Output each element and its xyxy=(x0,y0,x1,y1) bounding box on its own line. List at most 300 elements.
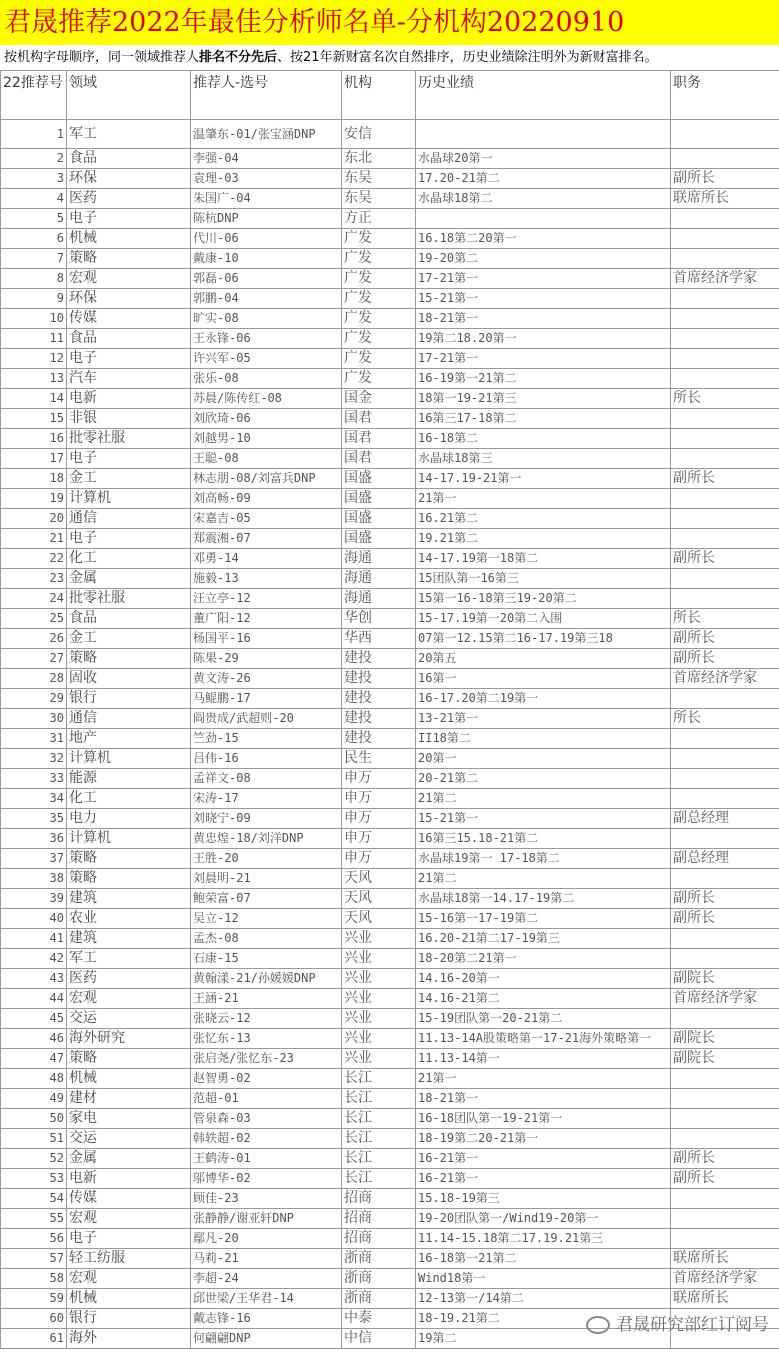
cell-history: 16-17.20第二19第一 xyxy=(416,689,671,709)
table-row xyxy=(1,249,779,269)
cell-title: 所长 xyxy=(671,609,779,629)
cell-recommender: 袁理-03 xyxy=(191,169,342,189)
cell-org: 建投 xyxy=(342,689,416,709)
watermark-text: 君晟研究部红订阅号 xyxy=(616,1315,769,1335)
cell-org: 东吴 xyxy=(342,189,416,209)
cell-id: 35 xyxy=(1,809,67,829)
cell-org: 长江 xyxy=(342,1129,416,1149)
cell-title: 联席所长 xyxy=(671,1249,779,1269)
cell-recommender: 林志朋-08/刘富兵DNP xyxy=(191,469,342,489)
cell-id: 11 xyxy=(1,329,67,349)
cell-field: 化工 xyxy=(67,549,191,569)
cell-title xyxy=(671,409,779,429)
table-row xyxy=(1,1249,779,1269)
header-title: 职务 xyxy=(671,71,779,120)
table-row xyxy=(1,569,779,589)
cell-field: 金属 xyxy=(67,1149,191,1169)
cell-recommender: 邓勇-14 xyxy=(191,549,342,569)
cell-org: 兴业 xyxy=(342,969,416,989)
cell-org: 兴业 xyxy=(342,1029,416,1049)
watermark xyxy=(586,1310,769,1335)
cell-recommender: 张启尧/张忆东-23 xyxy=(191,1049,342,1069)
cell-history xyxy=(416,120,671,149)
cell-history: 15-21第一 xyxy=(416,809,671,829)
cell-recommender: 王永锋-06 xyxy=(191,329,342,349)
cell-title xyxy=(671,1209,779,1229)
cell-history: Wind18第一 xyxy=(416,1269,671,1289)
cell-id: 49 xyxy=(1,1089,67,1109)
wechat-icon xyxy=(586,1316,610,1334)
table-row xyxy=(1,429,779,449)
cell-field: 交运 xyxy=(67,1129,191,1149)
cell-title xyxy=(671,249,779,269)
cell-title xyxy=(671,120,779,149)
cell-org: 招商 xyxy=(342,1209,416,1229)
cell-field: 轻工纺服 xyxy=(67,1249,191,1269)
cell-history: 20-21第二 xyxy=(416,769,671,789)
cell-org: 国君 xyxy=(342,449,416,469)
table-row xyxy=(1,649,779,669)
cell-id: 23 xyxy=(1,569,67,589)
cell-recommender: 孟杰-08 xyxy=(191,929,342,949)
cell-history: 15-21第一 xyxy=(416,289,671,309)
cell-id: 40 xyxy=(1,909,67,929)
cell-field: 电力 xyxy=(67,809,191,829)
cell-field: 能源 xyxy=(67,769,191,789)
table-row xyxy=(1,769,779,789)
table-row xyxy=(1,609,779,629)
cell-title: 副总经理 xyxy=(671,809,779,829)
cell-id: 8 xyxy=(1,269,67,289)
cell-history: 18第一19-21第三 xyxy=(416,389,671,409)
cell-field: 电子 xyxy=(67,349,191,369)
cell-id: 10 xyxy=(1,309,67,329)
table-row xyxy=(1,269,779,289)
cell-id: 41 xyxy=(1,929,67,949)
cell-title xyxy=(671,749,779,769)
cell-title xyxy=(671,569,779,589)
cell-org: 海通 xyxy=(342,549,416,569)
cell-org: 华西 xyxy=(342,629,416,649)
cell-field: 食品 xyxy=(67,149,191,169)
cell-history: 19.21第二 xyxy=(416,529,671,549)
cell-history: 16-21第一 xyxy=(416,1149,671,1169)
cell-title xyxy=(671,1089,779,1109)
cell-org: 浙商 xyxy=(342,1269,416,1289)
cell-history xyxy=(416,209,671,229)
cell-title xyxy=(671,589,779,609)
cell-recommender: 郭鹏-04 xyxy=(191,289,342,309)
cell-title: 副所长 xyxy=(671,889,779,909)
cell-recommender: 汪立亭-12 xyxy=(191,589,342,609)
table-row xyxy=(1,849,779,869)
cell-field: 宏观 xyxy=(67,269,191,289)
cell-recommender: 马鲲鹏-17 xyxy=(191,689,342,709)
cell-org: 中信 xyxy=(342,1329,416,1349)
cell-id: 47 xyxy=(1,1049,67,1069)
cell-history: 20第五 xyxy=(416,649,671,669)
cell-recommender: 施毅-13 xyxy=(191,569,342,589)
cell-id: 9 xyxy=(1,289,67,309)
cell-history: 12-13第一/14第二 xyxy=(416,1289,671,1309)
cell-title xyxy=(671,489,779,509)
cell-recommender: 王涵-21 xyxy=(191,989,342,1009)
cell-field: 建材 xyxy=(67,1089,191,1109)
cell-org: 申万 xyxy=(342,769,416,789)
cell-id: 36 xyxy=(1,829,67,849)
cell-recommender: 鄢凡-20 xyxy=(191,1229,342,1249)
cell-id: 60 xyxy=(1,1309,67,1329)
cell-history: 16.21第二 xyxy=(416,509,671,529)
cell-id: 34 xyxy=(1,789,67,809)
table-row xyxy=(1,449,779,469)
cell-recommender: 戴志锋-16 xyxy=(191,1309,342,1329)
cell-recommender: 刘晓宁-09 xyxy=(191,809,342,829)
table-row xyxy=(1,1209,779,1229)
cell-recommender: 郑震湘-07 xyxy=(191,529,342,549)
cell-title: 首席经济学家 xyxy=(671,1269,779,1289)
cell-field: 建筑 xyxy=(67,929,191,949)
table-row xyxy=(1,169,779,189)
subtitle xyxy=(0,45,779,70)
cell-recommender: 代川-06 xyxy=(191,229,342,249)
cell-recommender: 邬博华-02 xyxy=(191,1169,342,1189)
cell-org: 兴业 xyxy=(342,949,416,969)
cell-field: 农业 xyxy=(67,909,191,929)
cell-title xyxy=(671,429,779,449)
cell-field: 电新 xyxy=(67,1169,191,1189)
cell-title: 副院长 xyxy=(671,969,779,989)
cell-id: 28 xyxy=(1,669,67,689)
cell-field: 策略 xyxy=(67,649,191,669)
cell-history: 18-19.21第二 xyxy=(416,1309,671,1329)
cell-history: 18-19第二20-21第一 xyxy=(416,1129,671,1149)
cell-org: 广发 xyxy=(342,309,416,329)
cell-recommender: 张乐-08 xyxy=(191,369,342,389)
cell-title xyxy=(671,729,779,749)
cell-org: 天风 xyxy=(342,889,416,909)
cell-field: 化工 xyxy=(67,789,191,809)
cell-title xyxy=(671,1009,779,1029)
cell-recommender: 孟祥文-08 xyxy=(191,769,342,789)
cell-field: 电子 xyxy=(67,449,191,469)
analyst-table xyxy=(0,70,779,1349)
cell-recommender: 刘高畅-09 xyxy=(191,489,342,509)
cell-recommender: 何翩翩DNP xyxy=(191,1329,342,1349)
cell-title xyxy=(671,369,779,389)
cell-history: 15-17.19第一20第二入围 xyxy=(416,609,671,629)
cell-title xyxy=(671,229,779,249)
cell-history: 21第一 xyxy=(416,1069,671,1089)
cell-recommender: 李强-04 xyxy=(191,149,342,169)
cell-history: 18-21第一 xyxy=(416,1089,671,1109)
cell-field: 机械 xyxy=(67,1069,191,1089)
cell-org: 浙商 xyxy=(342,1249,416,1269)
cell-recommender: 管泉森-03 xyxy=(191,1109,342,1129)
cell-id: 6 xyxy=(1,229,67,249)
cell-title xyxy=(671,349,779,369)
cell-id: 45 xyxy=(1,1009,67,1029)
cell-recommender: 许兴军-05 xyxy=(191,349,342,369)
cell-recommender: 王胜-20 xyxy=(191,849,342,869)
table-row xyxy=(1,349,779,369)
cell-field: 策略 xyxy=(67,849,191,869)
cell-title xyxy=(671,869,779,889)
cell-history: 15团队第一16第三 xyxy=(416,569,671,589)
table-row xyxy=(1,729,779,749)
cell-field: 策略 xyxy=(67,1049,191,1069)
table-row xyxy=(1,1129,779,1149)
table-row xyxy=(1,229,779,249)
table-row xyxy=(1,829,779,849)
cell-title: 所长 xyxy=(671,709,779,729)
cell-title: 副总经理 xyxy=(671,849,779,869)
cell-field: 机械 xyxy=(67,229,191,249)
cell-title: 副院长 xyxy=(671,1029,779,1049)
cell-title xyxy=(671,449,779,469)
cell-field: 电子 xyxy=(67,209,191,229)
cell-title: 所长 xyxy=(671,389,779,409)
table-row xyxy=(1,469,779,489)
table-row xyxy=(1,329,779,349)
cell-org: 安信 xyxy=(342,120,416,149)
cell-history: 21第二 xyxy=(416,869,671,889)
cell-field: 银行 xyxy=(67,689,191,709)
cell-id: 12 xyxy=(1,349,67,369)
table-row xyxy=(1,709,779,729)
subtitle-part-3: 、按21年新财富名次自然排序，历史业绩除注明外为新财富排名。 xyxy=(277,50,658,65)
cell-id: 27 xyxy=(1,649,67,669)
cell-history: 16-18第一21第二 xyxy=(416,1249,671,1269)
table-row xyxy=(1,209,779,229)
cell-history: 17.20-21第二 xyxy=(416,169,671,189)
cell-field: 策略 xyxy=(67,869,191,889)
cell-title: 副所长 xyxy=(671,629,779,649)
cell-id: 58 xyxy=(1,1269,67,1289)
cell-history: 15-19团队第一20-21第二 xyxy=(416,1009,671,1029)
header-history: 历史业绩 xyxy=(416,71,671,120)
table-row xyxy=(1,189,779,209)
table-row xyxy=(1,629,779,649)
cell-org: 国君 xyxy=(342,429,416,449)
table-row xyxy=(1,1189,779,1209)
cell-recommender: 李超-24 xyxy=(191,1269,342,1289)
cell-org: 天风 xyxy=(342,869,416,889)
cell-field: 宏观 xyxy=(67,1269,191,1289)
cell-org: 建投 xyxy=(342,669,416,689)
cell-id: 18 xyxy=(1,469,67,489)
cell-title xyxy=(671,1189,779,1209)
table-row xyxy=(1,789,779,809)
header-field: 领域 xyxy=(67,71,191,120)
cell-id: 14 xyxy=(1,389,67,409)
cell-history: 11.13-14A股策略第一17-21海外策略第一 xyxy=(416,1029,671,1049)
cell-history: 16-19第一21第二 xyxy=(416,369,671,389)
cell-recommender: 邱世梁/王华君-14 xyxy=(191,1289,342,1309)
table-row xyxy=(1,1009,779,1029)
cell-id: 3 xyxy=(1,169,67,189)
cell-id: 46 xyxy=(1,1029,67,1049)
table-row xyxy=(1,1169,779,1189)
cell-field: 军工 xyxy=(67,120,191,149)
table-row xyxy=(1,120,779,149)
cell-field: 家电 xyxy=(67,1109,191,1129)
table-body xyxy=(1,120,779,1349)
cell-title xyxy=(671,949,779,969)
table-row xyxy=(1,489,779,509)
cell-id: 44 xyxy=(1,989,67,1009)
cell-title xyxy=(671,829,779,849)
cell-id: 56 xyxy=(1,1229,67,1249)
cell-field: 传媒 xyxy=(67,1189,191,1209)
cell-org: 广发 xyxy=(342,289,416,309)
table-row xyxy=(1,989,779,1009)
cell-id: 38 xyxy=(1,869,67,889)
table-row xyxy=(1,749,779,769)
cell-org: 兴业 xyxy=(342,929,416,949)
cell-recommender: 陈杭DNP xyxy=(191,209,342,229)
cell-title: 首席经济学家 xyxy=(671,269,779,289)
cell-id: 51 xyxy=(1,1129,67,1149)
cell-id: 37 xyxy=(1,849,67,869)
cell-field: 通信 xyxy=(67,509,191,529)
cell-history: 14-17.19-21第一 xyxy=(416,469,671,489)
cell-title: 副所长 xyxy=(671,549,779,569)
table-row xyxy=(1,969,779,989)
table-row xyxy=(1,1069,779,1089)
table-row xyxy=(1,869,779,889)
cell-id: 29 xyxy=(1,689,67,709)
cell-title: 首席经济学家 xyxy=(671,989,779,1009)
cell-field: 电新 xyxy=(67,389,191,409)
table-row xyxy=(1,409,779,429)
table-header-row xyxy=(1,71,779,120)
cell-history: 11.13-14第一 xyxy=(416,1049,671,1069)
table-row xyxy=(1,1089,779,1109)
cell-history: 15第一16-18第三19-20第二 xyxy=(416,589,671,609)
cell-org: 长江 xyxy=(342,1069,416,1089)
cell-id: 59 xyxy=(1,1289,67,1309)
cell-recommender: 宋涛-17 xyxy=(191,789,342,809)
table-row xyxy=(1,389,779,409)
cell-id: 54 xyxy=(1,1189,67,1209)
cell-recommender: 张静静/谢亚轩DNP xyxy=(191,1209,342,1229)
cell-title xyxy=(671,1109,779,1129)
cell-title: 副所长 xyxy=(671,909,779,929)
cell-history: 21第二 xyxy=(416,789,671,809)
cell-history: 14.16-20第一 xyxy=(416,969,671,989)
cell-title xyxy=(671,529,779,549)
table-row xyxy=(1,1269,779,1289)
cell-recommender: 鲍荣富-07 xyxy=(191,889,342,909)
cell-org: 广发 xyxy=(342,229,416,249)
cell-recommender: 温肇东-01/张宝涵DNP xyxy=(191,120,342,149)
table-row xyxy=(1,929,779,949)
cell-title xyxy=(671,789,779,809)
cell-id: 4 xyxy=(1,189,67,209)
page-title: 君晟推荐2022年最佳分析师名单-分机构20220910 xyxy=(0,0,779,45)
cell-org: 广发 xyxy=(342,349,416,369)
cell-id: 43 xyxy=(1,969,67,989)
cell-org: 广发 xyxy=(342,369,416,389)
cell-org: 国盛 xyxy=(342,529,416,549)
cell-recommender: 王鹤涛-01 xyxy=(191,1149,342,1169)
cell-title: 联席所长 xyxy=(671,1289,779,1309)
cell-history: 16.18第二20第一 xyxy=(416,229,671,249)
cell-recommender: 黄文涛-26 xyxy=(191,669,342,689)
cell-id: 24 xyxy=(1,589,67,609)
cell-history: 18-20第二21第一 xyxy=(416,949,671,969)
cell-org: 国盛 xyxy=(342,469,416,489)
subtitle-part-1: 按机构字母顺序，同一领域推荐人 xyxy=(4,50,200,65)
cell-field: 策略 xyxy=(67,249,191,269)
cell-field: 计算机 xyxy=(67,489,191,509)
cell-org: 兴业 xyxy=(342,1049,416,1069)
cell-title xyxy=(671,689,779,709)
cell-org: 中泰 xyxy=(342,1309,416,1329)
cell-history: 16第三15.18-21第二 xyxy=(416,829,671,849)
cell-org: 国盛 xyxy=(342,509,416,529)
cell-org: 广发 xyxy=(342,249,416,269)
cell-field: 宏观 xyxy=(67,989,191,1009)
cell-history: II18第二 xyxy=(416,729,671,749)
cell-field: 海外研究 xyxy=(67,1029,191,1049)
cell-recommender: 朱国广-04 xyxy=(191,189,342,209)
table-row xyxy=(1,549,779,569)
cell-field: 环保 xyxy=(67,289,191,309)
cell-recommender: 赵智勇-02 xyxy=(191,1069,342,1089)
cell-history: 07第一12.15第二16-17.19第三18 xyxy=(416,629,671,649)
cell-id: 32 xyxy=(1,749,67,769)
cell-history: 16-18团队第一19-21第一 xyxy=(416,1109,671,1129)
cell-id: 31 xyxy=(1,729,67,749)
cell-title: 副所长 xyxy=(671,649,779,669)
cell-id: 20 xyxy=(1,509,67,529)
cell-org: 天风 xyxy=(342,909,416,929)
table-row xyxy=(1,1029,779,1049)
cell-recommender: 张晓云-12 xyxy=(191,1009,342,1029)
cell-field: 批零社服 xyxy=(67,589,191,609)
cell-id: 5 xyxy=(1,209,67,229)
table-row xyxy=(1,1149,779,1169)
cell-history: 14.16-21第二 xyxy=(416,989,671,1009)
cell-history: 16第一 xyxy=(416,669,671,689)
cell-title: 副所长 xyxy=(671,1169,779,1189)
cell-history: 水晶球18第二 xyxy=(416,189,671,209)
cell-title xyxy=(671,769,779,789)
cell-org: 国金 xyxy=(342,389,416,409)
cell-field: 机械 xyxy=(67,1289,191,1309)
header-recommender: 推荐人-选号 xyxy=(191,71,342,120)
cell-org: 申万 xyxy=(342,789,416,809)
cell-history: 11.14-15.18第二17.19.21第三 xyxy=(416,1229,671,1249)
cell-recommender: 阎贵成/武超则-20 xyxy=(191,709,342,729)
table-row xyxy=(1,889,779,909)
cell-field: 医药 xyxy=(67,189,191,209)
cell-title xyxy=(671,149,779,169)
cell-history: 19-20第二 xyxy=(416,249,671,269)
cell-id: 30 xyxy=(1,709,67,729)
cell-title xyxy=(671,509,779,529)
cell-title: 副院长 xyxy=(671,1049,779,1069)
cell-title xyxy=(671,329,779,349)
cell-org: 方正 xyxy=(342,209,416,229)
cell-history: 17-21第一 xyxy=(416,349,671,369)
cell-recommender: 宋嘉吉-05 xyxy=(191,509,342,529)
table-row xyxy=(1,309,779,329)
cell-recommender: 范超-01 xyxy=(191,1089,342,1109)
cell-field: 宏观 xyxy=(67,1209,191,1229)
